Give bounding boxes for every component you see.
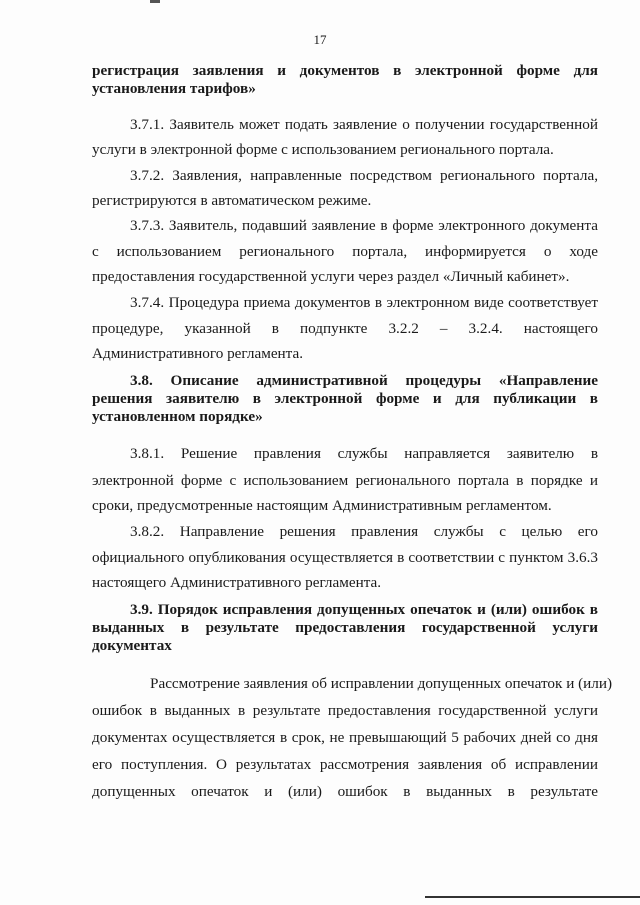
paragraph-line: электронной форме с использованием регионального портала в порядке и — [92, 472, 598, 489]
paragraph-line: официального опубликования осуществляется в соответствии с пунктом 3.6.3 — [92, 549, 598, 566]
scan-edge-line — [425, 896, 640, 898]
paragraph-line: 3.7.3. Заявитель, подавший заявление в форме электронного документа — [130, 217, 598, 234]
paragraph-line: Рассмотрение заявления об исправлении допущенных опечаток и (или) — [150, 675, 613, 692]
paragraph-line: с использованием регионального портала, информируется о ходе — [92, 243, 598, 260]
paragraph-line: 3.7.2. Заявления, направленные посредством регионального портала, — [130, 167, 598, 184]
paragraph-line: Административного регламента. — [92, 345, 304, 362]
paragraph-line: регистрируются в автоматическом режиме. — [92, 192, 372, 209]
heading-line: регистрация заявления и документов в электронной форме для — [92, 62, 598, 79]
paragraph-line: услуги в электронной форме с использованием регионального портала. — [92, 141, 554, 158]
section-heading-line: 3.9. Порядок исправления допущенных опечаток и (или) ошибок в — [130, 601, 598, 618]
page-number: 17 — [313, 32, 327, 47]
scan-mark — [150, 0, 160, 3]
paragraph-line: 3.8.2. Направление решения правления службы с целью его — [130, 523, 598, 540]
paragraph-line: документах осуществляется в срок, не превышающий 5 рабочих дней со дня — [92, 729, 598, 746]
paragraph-line: настоящего Административного регламента. — [92, 574, 382, 591]
paragraph-line: 3.7.4. Процедура приема документов в электронном виде соответствует — [130, 294, 598, 311]
heading-line: установления тарифов» — [92, 80, 256, 97]
section-heading-line: установленном порядке» — [92, 408, 263, 425]
paragraph-line: допущенных опечаток и (или) ошибок в выданных в результате — [92, 783, 598, 800]
section-heading-line: решения заявителю в электронной форме и для публикации в — [92, 390, 598, 407]
paragraph-line: его поступления. О результатах рассмотрения заявления об исправлении — [92, 756, 598, 773]
paragraph-line: сроки, предусмотренные настоящим Административным регламентом. — [92, 497, 552, 514]
section-heading-line: документах — [92, 637, 172, 654]
paragraph-line: 3.8.1. Решение правления службы направляется заявителю в — [130, 445, 598, 462]
section-heading-line: 3.8. Описание административной процедуры «Направление — [130, 372, 598, 389]
section-heading-line: выданных в результате предоставления государственной услуги — [92, 619, 598, 636]
paragraph-line: 3.7.1. Заявитель может подать заявление о получении государственной — [130, 116, 598, 133]
paragraph-line: предоставления государственной услуги через раздел «Личный кабинет». — [92, 268, 570, 285]
paragraph-line: ошибок в выданных в результате предоставления государственной услуги — [92, 702, 598, 719]
paragraph-line: процедуре, указанной в подпункте 3.2.2 – 3.2.4. настоящего — [92, 320, 598, 337]
